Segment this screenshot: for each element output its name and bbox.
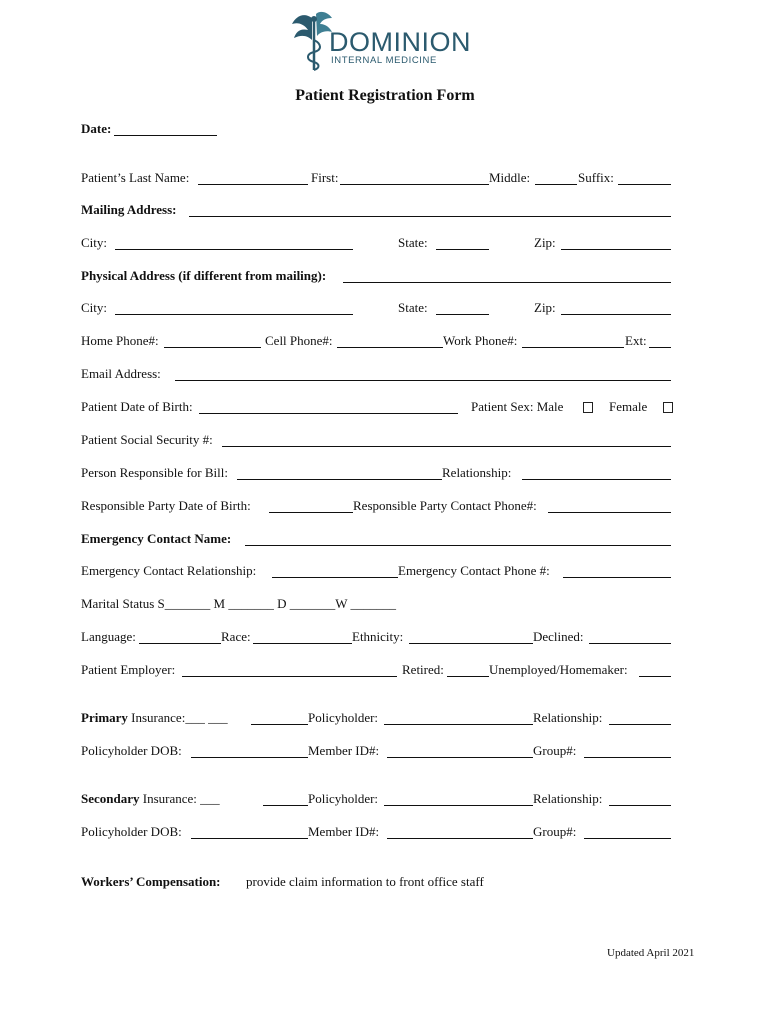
- last-name-label: Patient’s Last Name:: [81, 170, 190, 185]
- secondary-relationship-label: Relationship:: [533, 791, 603, 806]
- dob-label: Patient Date of Birth:: [81, 399, 193, 414]
- race-field[interactable]: [253, 643, 352, 644]
- home-phone-field[interactable]: [164, 347, 261, 348]
- row-date: [81, 121, 671, 137]
- emergency-relationship-field[interactable]: [272, 577, 398, 578]
- secondary-policyholder-field[interactable]: [384, 805, 533, 806]
- secondary-group-field[interactable]: [584, 838, 671, 839]
- cell-phone-field[interactable]: [337, 347, 443, 348]
- emergency-name-label: Emergency Contact Name:: [81, 531, 232, 546]
- form-title: Patient Registration Form: [295, 87, 475, 104]
- row-rp-dob: [81, 498, 671, 514]
- row-primary-insurance: [81, 710, 671, 726]
- suffix-label: Suffix:: [578, 170, 614, 185]
- row-secondary-policyholder: [81, 824, 671, 840]
- physical-address-field[interactable]: [343, 282, 671, 283]
- secondary-dob-field[interactable]: [191, 838, 308, 839]
- row-physical-city: [81, 300, 671, 316]
- middle-name-label: Middle:: [489, 170, 531, 185]
- city-label: City:: [81, 300, 108, 315]
- declined-field[interactable]: [589, 643, 671, 644]
- rp-phone-field[interactable]: [548, 512, 671, 513]
- primary-label: Primary: [81, 710, 128, 725]
- ssn-field[interactable]: [222, 446, 671, 447]
- cell-phone-label: Cell Phone#:: [265, 333, 333, 348]
- unemployed-label: Unemployed/Homemaker:: [489, 662, 628, 677]
- rp-phone-label: Responsible Party Contact Phone#:: [353, 498, 537, 513]
- relationship-label: Relationship:: [442, 465, 512, 480]
- ext-field[interactable]: [649, 347, 671, 348]
- middle-name-field[interactable]: [535, 184, 577, 185]
- secondary-group-label: Group#:: [533, 824, 577, 839]
- responsible-field[interactable]: [237, 479, 442, 480]
- primary-dob-label: Policyholder DOB:: [81, 743, 182, 758]
- employer-field[interactable]: [182, 676, 397, 677]
- physical-address-label: Physical Address (if different from mailing):: [81, 268, 327, 283]
- emergency-phone-label: Emergency Contact Phone #:: [398, 563, 550, 578]
- ethnicity-field[interactable]: [409, 643, 533, 644]
- dob-field[interactable]: [199, 413, 458, 414]
- emergency-phone-field[interactable]: [563, 577, 671, 578]
- row-emergency-relationship: [81, 563, 671, 579]
- zip-field[interactable]: [561, 314, 671, 315]
- insurance-label: Insurance:: [131, 710, 186, 725]
- first-name-label: First:: [311, 170, 339, 185]
- row-primary-policyholder: [81, 743, 671, 759]
- primary-policyholder-field[interactable]: [384, 724, 533, 725]
- secondary-dob-label: Policyholder DOB:: [81, 824, 182, 839]
- unemployed-field[interactable]: [639, 676, 671, 677]
- secondary-insurance-field[interactable]: [263, 805, 308, 806]
- secondary-member-id-label: Member ID#:: [308, 824, 380, 839]
- primary-member-id-field[interactable]: [387, 757, 533, 758]
- row-ssn: [81, 432, 671, 448]
- ethnicity-label: Ethnicity:: [352, 629, 404, 644]
- work-phone-field[interactable]: [522, 347, 624, 348]
- female-label: Female: [609, 399, 648, 414]
- retired-field[interactable]: [447, 676, 489, 677]
- rp-dob-label: Responsible Party Date of Birth:: [81, 498, 251, 513]
- row-dob-sex: [81, 399, 671, 415]
- relationship-field[interactable]: [522, 479, 671, 480]
- primary-group-field[interactable]: [584, 757, 671, 758]
- declined-label: Declined:: [533, 629, 584, 644]
- city-label: City:: [81, 235, 108, 250]
- date-label: Date:: [81, 121, 112, 136]
- row-secondary-insurance: [81, 791, 671, 807]
- home-phone-label: Home Phone#:: [81, 333, 159, 348]
- city-field[interactable]: [115, 314, 353, 315]
- state-field[interactable]: [436, 249, 489, 250]
- zip-label: Zip:: [534, 300, 556, 315]
- state-field[interactable]: [436, 314, 489, 315]
- row-mailing-address: [81, 202, 671, 218]
- primary-relationship-label: Relationship:: [533, 710, 603, 725]
- primary-insurance-field[interactable]: [251, 724, 308, 725]
- row-email: [81, 366, 671, 382]
- row-language: [81, 629, 671, 645]
- row-employer: [81, 662, 671, 678]
- responsible-label: Person Responsible for Bill:: [81, 465, 228, 480]
- state-label: State:: [398, 235, 428, 250]
- primary-dob-field[interactable]: [191, 757, 308, 758]
- retired-label: Retired:: [402, 662, 444, 677]
- primary-insurance-blank[interactable]: ___ ___: [185, 710, 228, 725]
- first-name-field[interactable]: [340, 184, 489, 185]
- primary-insurance-label: [81, 710, 228, 726]
- mailing-address-field[interactable]: [189, 216, 671, 217]
- ssn-label: Patient Social Security #:: [81, 432, 213, 447]
- secondary-relationship-field[interactable]: [609, 805, 671, 806]
- date-field[interactable]: [114, 135, 217, 136]
- row-phones: [81, 333, 671, 349]
- race-label: Race:: [221, 629, 251, 644]
- row-responsible: [81, 465, 671, 481]
- row-name: [81, 170, 671, 186]
- secondary-insurance-blank[interactable]: ___: [200, 791, 220, 806]
- sex-label: Patient Sex: Male: [471, 399, 564, 414]
- employer-label: Patient Employer:: [81, 662, 176, 677]
- secondary-policyholder-label: Policyholder:: [308, 791, 379, 806]
- secondary-member-id-field[interactable]: [387, 838, 533, 839]
- suffix-field[interactable]: [618, 184, 671, 185]
- ext-label: Ext:: [625, 333, 647, 348]
- zip-field[interactable]: [561, 249, 671, 250]
- language-field[interactable]: [139, 643, 221, 644]
- zip-label: Zip:: [534, 235, 556, 250]
- brand: [329, 28, 471, 66]
- rp-dob-field[interactable]: [269, 512, 353, 513]
- insurance-label: Insurance:: [142, 791, 197, 806]
- workers-comp-label: Workers’ Compensation:: [81, 874, 221, 889]
- secondary-insurance-label: [81, 791, 220, 807]
- updated-date: Updated April 2021: [607, 947, 695, 959]
- email-field[interactable]: [175, 380, 671, 381]
- workers-comp-note: provide claim information to front office staff: [246, 874, 484, 889]
- last-name-field[interactable]: [198, 184, 308, 185]
- mailing-address-label: Mailing Address:: [81, 202, 177, 217]
- emergency-relationship-label: Emergency Contact Relationship:: [81, 563, 257, 578]
- row-marital-status: [81, 596, 671, 612]
- language-label: Language:: [81, 629, 136, 644]
- primary-policyholder-label: Policyholder:: [308, 710, 379, 725]
- city-field[interactable]: [115, 249, 353, 250]
- female-checkbox[interactable]: [663, 402, 673, 413]
- primary-relationship-field[interactable]: [609, 724, 671, 725]
- row-physical-address: [81, 268, 671, 284]
- primary-group-label: Group#:: [533, 743, 577, 758]
- emergency-name-field[interactable]: [245, 545, 671, 546]
- row-workers-comp: [81, 874, 671, 890]
- row-emergency-name: [81, 531, 671, 547]
- brand-subtitle: INTERNAL MEDICINE: [331, 55, 437, 66]
- work-phone-label: Work Phone#:: [443, 333, 518, 348]
- row-mailing-city: [81, 235, 671, 251]
- male-checkbox[interactable]: [583, 402, 593, 413]
- marital-status-label[interactable]: Marital Status S_______ M _______ D _______W _______: [81, 596, 397, 611]
- email-label: Email Address:: [81, 366, 161, 381]
- primary-member-id-label: Member ID#:: [308, 743, 380, 758]
- brand-name: DOMINION: [329, 27, 471, 57]
- state-label: State:: [398, 300, 428, 315]
- secondary-label: Secondary: [81, 791, 140, 806]
